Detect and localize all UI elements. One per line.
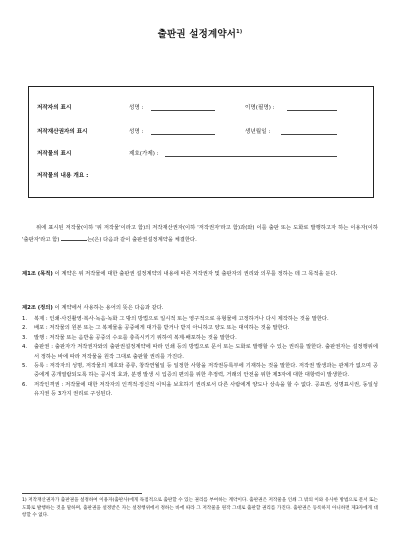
work-title-label: 제호(가제) :: [129, 151, 159, 157]
rights-holder-birth-field[interactable]: [281, 134, 337, 135]
definition-item: [22, 334, 378, 343]
publisher-name-blank[interactable]: [61, 234, 87, 241]
title-footnote-mark: 1): [236, 28, 243, 35]
definition-number: 5.: [22, 363, 28, 370]
article-2-intro: [22, 304, 378, 314]
definition-text: 출판권 : 출판자가 저작권자와의 출판권설정계약에 따라 인쇄 등의 방법으로 문서 또는 도화로 발행할 수 있는 권리를 말한다. 출판권자는 설정행위에서 정하는 바에 따라 저작물을 원작 그대로 출판할 권리를 가진다.: [34, 344, 378, 360]
document-title-text: 출판권 설정계약서: [157, 29, 237, 40]
definition-number: 6.: [22, 381, 28, 388]
summary-label: 저작물의 내용 개요 :: [37, 173, 89, 179]
definition-text: 등록 : 저작자의 성명, 저작물의 제호와 종류, 창작연월일 등 일정한 사항을 저작권등록부에 기재하는 것을 말한다. 저작권 발생과는 관계가 없으며 공중에게 공개열람되도록 하는 공시적 효과, 분쟁 발생 시 입증의 편의를 위한 추정력, 거래의 안전을 위한 제3자에 대한 대항력이 발생한다.: [34, 363, 378, 379]
definition-text: 저작인격권 : 저작물에 대한 저작자의 인격적·정신적 이익을 보호하기 권리로서 다른 사람에게 양도나 상속을 할 수 없다. 공표권, 성명표시권, 동일성유지권 등 3가지 권리로 구성된다.: [34, 381, 378, 398]
summary-row: [37, 171, 367, 181]
footnote: [22, 497, 378, 520]
intro-text-part1: 위에 표시된 저작물(이하 '위 저작물'이라고 함)의 저작재산권자(이하 '저작권자'라고 함)과(와) 이를 출판 또는 도화로 발행하고자 하는 이용자(이하 '출판자'라고 함): [22, 225, 378, 243]
definition-item: [22, 324, 378, 333]
author-name-field[interactable]: [151, 110, 215, 111]
definition-number: 3.: [22, 334, 28, 341]
definition-number: 2.: [22, 325, 28, 332]
article-1-heading: 제1조 (목적): [22, 271, 53, 277]
author-label: 저작자의 표시: [37, 105, 72, 111]
intro-paragraph: [22, 224, 378, 245]
contract-info-box: [28, 86, 374, 198]
article-1-text: 이 계약은 위 저작물에 대한 출판권 설정계약의 내용에 따른 저작권자 및 출판자의 권리와 의무를 정하는 데 그 목적을 둔다.: [54, 271, 338, 277]
definition-number: 1.: [22, 316, 28, 322]
document-title: [0, 26, 400, 40]
article-1: [22, 270, 378, 280]
definition-text: 배포 : 저작물의 원본 또는 그 복제물을 공중에게 대가를 받거나 받지 아니하고 양도 또는 대여하는 것을 말한다.: [34, 325, 290, 332]
definition-item: [22, 315, 378, 324]
definition-list: [22, 315, 378, 400]
author-alias-field[interactable]: [287, 110, 337, 111]
definition-text: 복제 : 인쇄·사진촬영·복사·녹음·녹화 그 밖의 방법으로 일시적 또는 영구적으로 유형물에 고정하거나 다시 제작하는 것을 말한다.: [34, 316, 329, 322]
work-title-field[interactable]: [165, 156, 337, 157]
footnote-text: 저작재산권자가 출판권을 설정하여 이용자(출판사)에게 독점적으로 출판할 수 있는 권리를 부여하는 계약이다. 출판권은 저작물을 인쇄 그 밖의 이와 유사한 방법으로 문서 또는 도화로 발행하는 것을 말하며, 출판권을 설정받은 자는 설정행위에서 정하는 바에 따라 그 저작물을 원작 그대로 출판할 권리를 가진다. 출판권은 등록하지 아니하면 제3자에게 대항할 수 없다.: [22, 498, 378, 519]
definition-item: [22, 381, 378, 400]
rights-holder-birth-label: 생년월일 :: [245, 129, 271, 135]
definition-item: [22, 343, 378, 362]
author-row: [37, 103, 367, 113]
rights-holder-row: [37, 127, 367, 137]
definition-item: [22, 362, 378, 381]
article-2-heading: 제2조 (정의): [22, 305, 53, 311]
footnote-mark: 1): [22, 498, 27, 503]
work-label: 저작물의 표시: [37, 151, 72, 157]
author-name-label: 성명 :: [129, 105, 144, 111]
work-row: [37, 149, 367, 159]
author-alias-label: 이명(필명) :: [245, 105, 275, 111]
footnote-divider: [22, 493, 142, 494]
definition-text: 발행 : 저작물 또는 음반을 공중의 수요를 충족시키기 위하여 복제·배포하는 것을 말한다.: [34, 334, 237, 341]
rights-holder-name-field[interactable]: [151, 134, 215, 135]
rights-holder-label: 저작재산권자의 표시: [37, 129, 88, 135]
rights-holder-name-label: 성명 :: [129, 129, 144, 135]
article-2-text: 이 계약에서 사용하는 용어의 뜻은 다음과 같다.: [54, 305, 164, 311]
definition-number: 4.: [22, 344, 28, 351]
intro-text-part2: 는(은) 다음과 같이 출판권설정계약을 체결한다.: [87, 236, 197, 243]
